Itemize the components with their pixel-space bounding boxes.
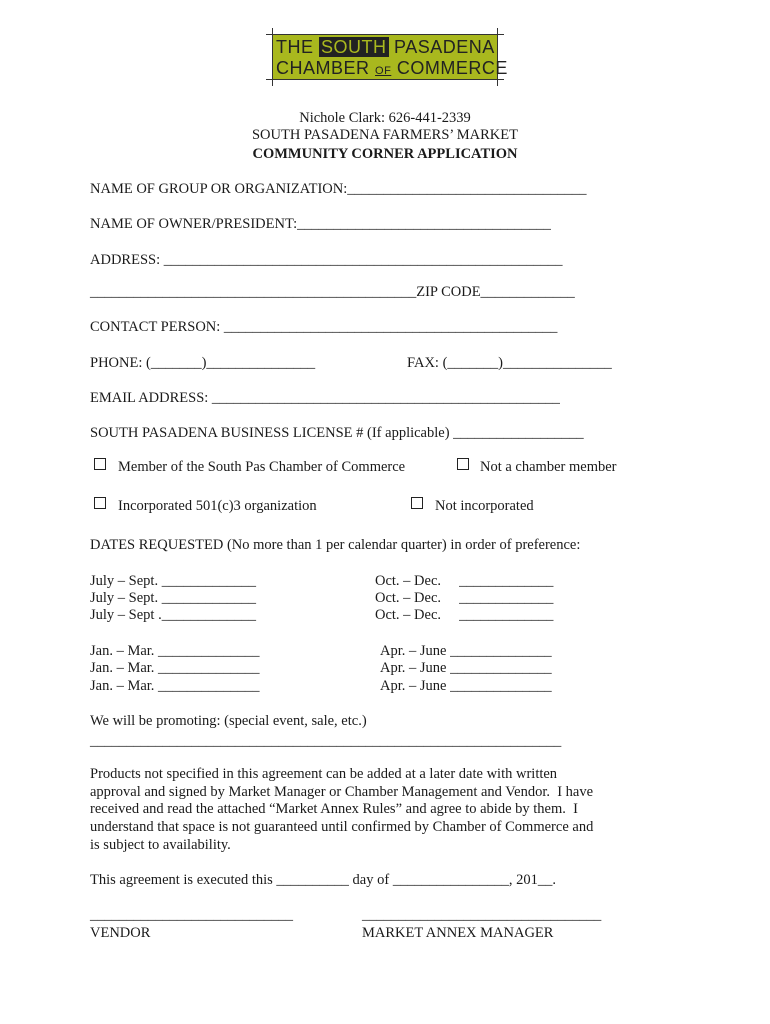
fax-field[interactable]: FAX: (_______)_______________ (407, 355, 612, 371)
vendor-signature-line[interactable]: ____________________________ (90, 907, 293, 923)
agreement-line-4: understand that space is not guaranteed until confirmed by Chamber of Commerce and (90, 819, 594, 835)
page-title: COMMUNITY CORNER APPLICATION (252, 146, 518, 162)
phone-field[interactable]: PHONE: (_______)_______________ (90, 355, 316, 371)
date-july-sept-3[interactable]: July – Sept ._____________ (90, 607, 256, 623)
logo-word-the: THE (276, 37, 314, 57)
logo-rule-top (266, 34, 504, 35)
agreement-line-2: approval and signed by Market Manager or Chamber Management and Vendor. I have (90, 784, 594, 800)
member-label: Member of the South Pas Chamber of Commerce (118, 459, 406, 475)
date-apr-june-2[interactable]: Apr. – June ______________ (380, 660, 552, 676)
not-incorporated-checkbox[interactable] (411, 497, 423, 509)
not-member-checkbox[interactable] (457, 458, 469, 470)
date-july-sept-2[interactable]: July – Sept. _____________ (90, 590, 256, 606)
agreement-line-5: is subject to availability. (90, 837, 231, 853)
dates-heading: DATES REQUESTED (No more than 1 per calendar quarter) in order of preference: (90, 537, 581, 553)
logo-word-pasadena: PASADENA (394, 37, 495, 57)
license-field[interactable]: SOUTH PASADENA BUSINESS LICENSE # (If applicable) __________________ (90, 425, 584, 441)
logo-row-2 (276, 58, 508, 81)
date-apr-june-1[interactable]: Apr. – June ______________ (380, 643, 552, 659)
logo-word-chamber: CHAMBER (276, 58, 370, 78)
promoting-label: We will be promoting: (special event, sale, etc.) (90, 713, 367, 729)
date-oct-dec-2[interactable]: Oct. – Dec. _____________ (375, 590, 554, 606)
address-field[interactable]: ADDRESS: _______________________________________________________ (90, 252, 563, 268)
zip-field[interactable]: _____________________________________________ZIP CODE_____________ (90, 284, 575, 300)
email-field[interactable]: EMAIL ADDRESS: ________________________________________________ (90, 390, 560, 406)
date-jan-mar-1[interactable]: Jan. – Mar. ______________ (90, 643, 260, 659)
manager-signature-line[interactable]: _________________________________ (362, 907, 602, 923)
logo-word-commerce: COMMERCE (396, 58, 508, 78)
agreement-line-3: received and read the attached “Market Annex Rules” and agree to abide by them. I (90, 801, 578, 817)
logo-rule-left (272, 28, 273, 86)
logo-row-1 (276, 37, 495, 57)
date-jan-mar-3[interactable]: Jan. – Mar. ______________ (90, 678, 260, 694)
date-oct-dec-3[interactable]: Oct. – Dec. _____________ (375, 607, 554, 623)
date-jan-mar-2[interactable]: Jan. – Mar. ______________ (90, 660, 260, 676)
date-july-sept-1[interactable]: July – Sept. _____________ (90, 573, 256, 589)
logo-word-of: OF (375, 65, 392, 77)
date-oct-dec-1[interactable]: Oct. – Dec. _____________ (375, 573, 554, 589)
incorporated-label: Incorporated 501(c)3 organization (118, 498, 317, 514)
contact-person-field[interactable]: CONTACT PERSON: ______________________________________________ (90, 319, 558, 335)
logo-word-south: SOUTH (321, 37, 387, 57)
incorporated-checkbox[interactable] (94, 497, 106, 509)
chamber-logo (266, 28, 508, 86)
agreement-line-1: Products not specified in this agreement can be added at a later date with written (90, 766, 558, 782)
promoting-field[interactable]: _________________________________________________________________ (90, 733, 562, 749)
executed-line[interactable]: This agreement is executed this __________ day of ________________, 201__. (90, 872, 556, 888)
vendor-label: VENDOR (90, 925, 151, 941)
manager-label: MARKET ANNEX MANAGER (362, 925, 554, 941)
date-apr-june-3[interactable]: Apr. – June ______________ (380, 678, 552, 694)
not-incorporated-label: Not incorporated (435, 498, 534, 514)
org-name-field[interactable]: NAME OF GROUP OR ORGANIZATION:_________________________________ (90, 181, 587, 197)
not-member-label: Not a chamber member (480, 459, 617, 475)
owner-field[interactable]: NAME OF OWNER/PRESIDENT:___________________________________ (90, 216, 551, 232)
contact-line: Nichole Clark: 626-441-2339 (299, 110, 471, 126)
member-checkbox[interactable] (94, 458, 106, 470)
market-name: SOUTH PASADENA FARMERS’ MARKET (251, 127, 518, 143)
